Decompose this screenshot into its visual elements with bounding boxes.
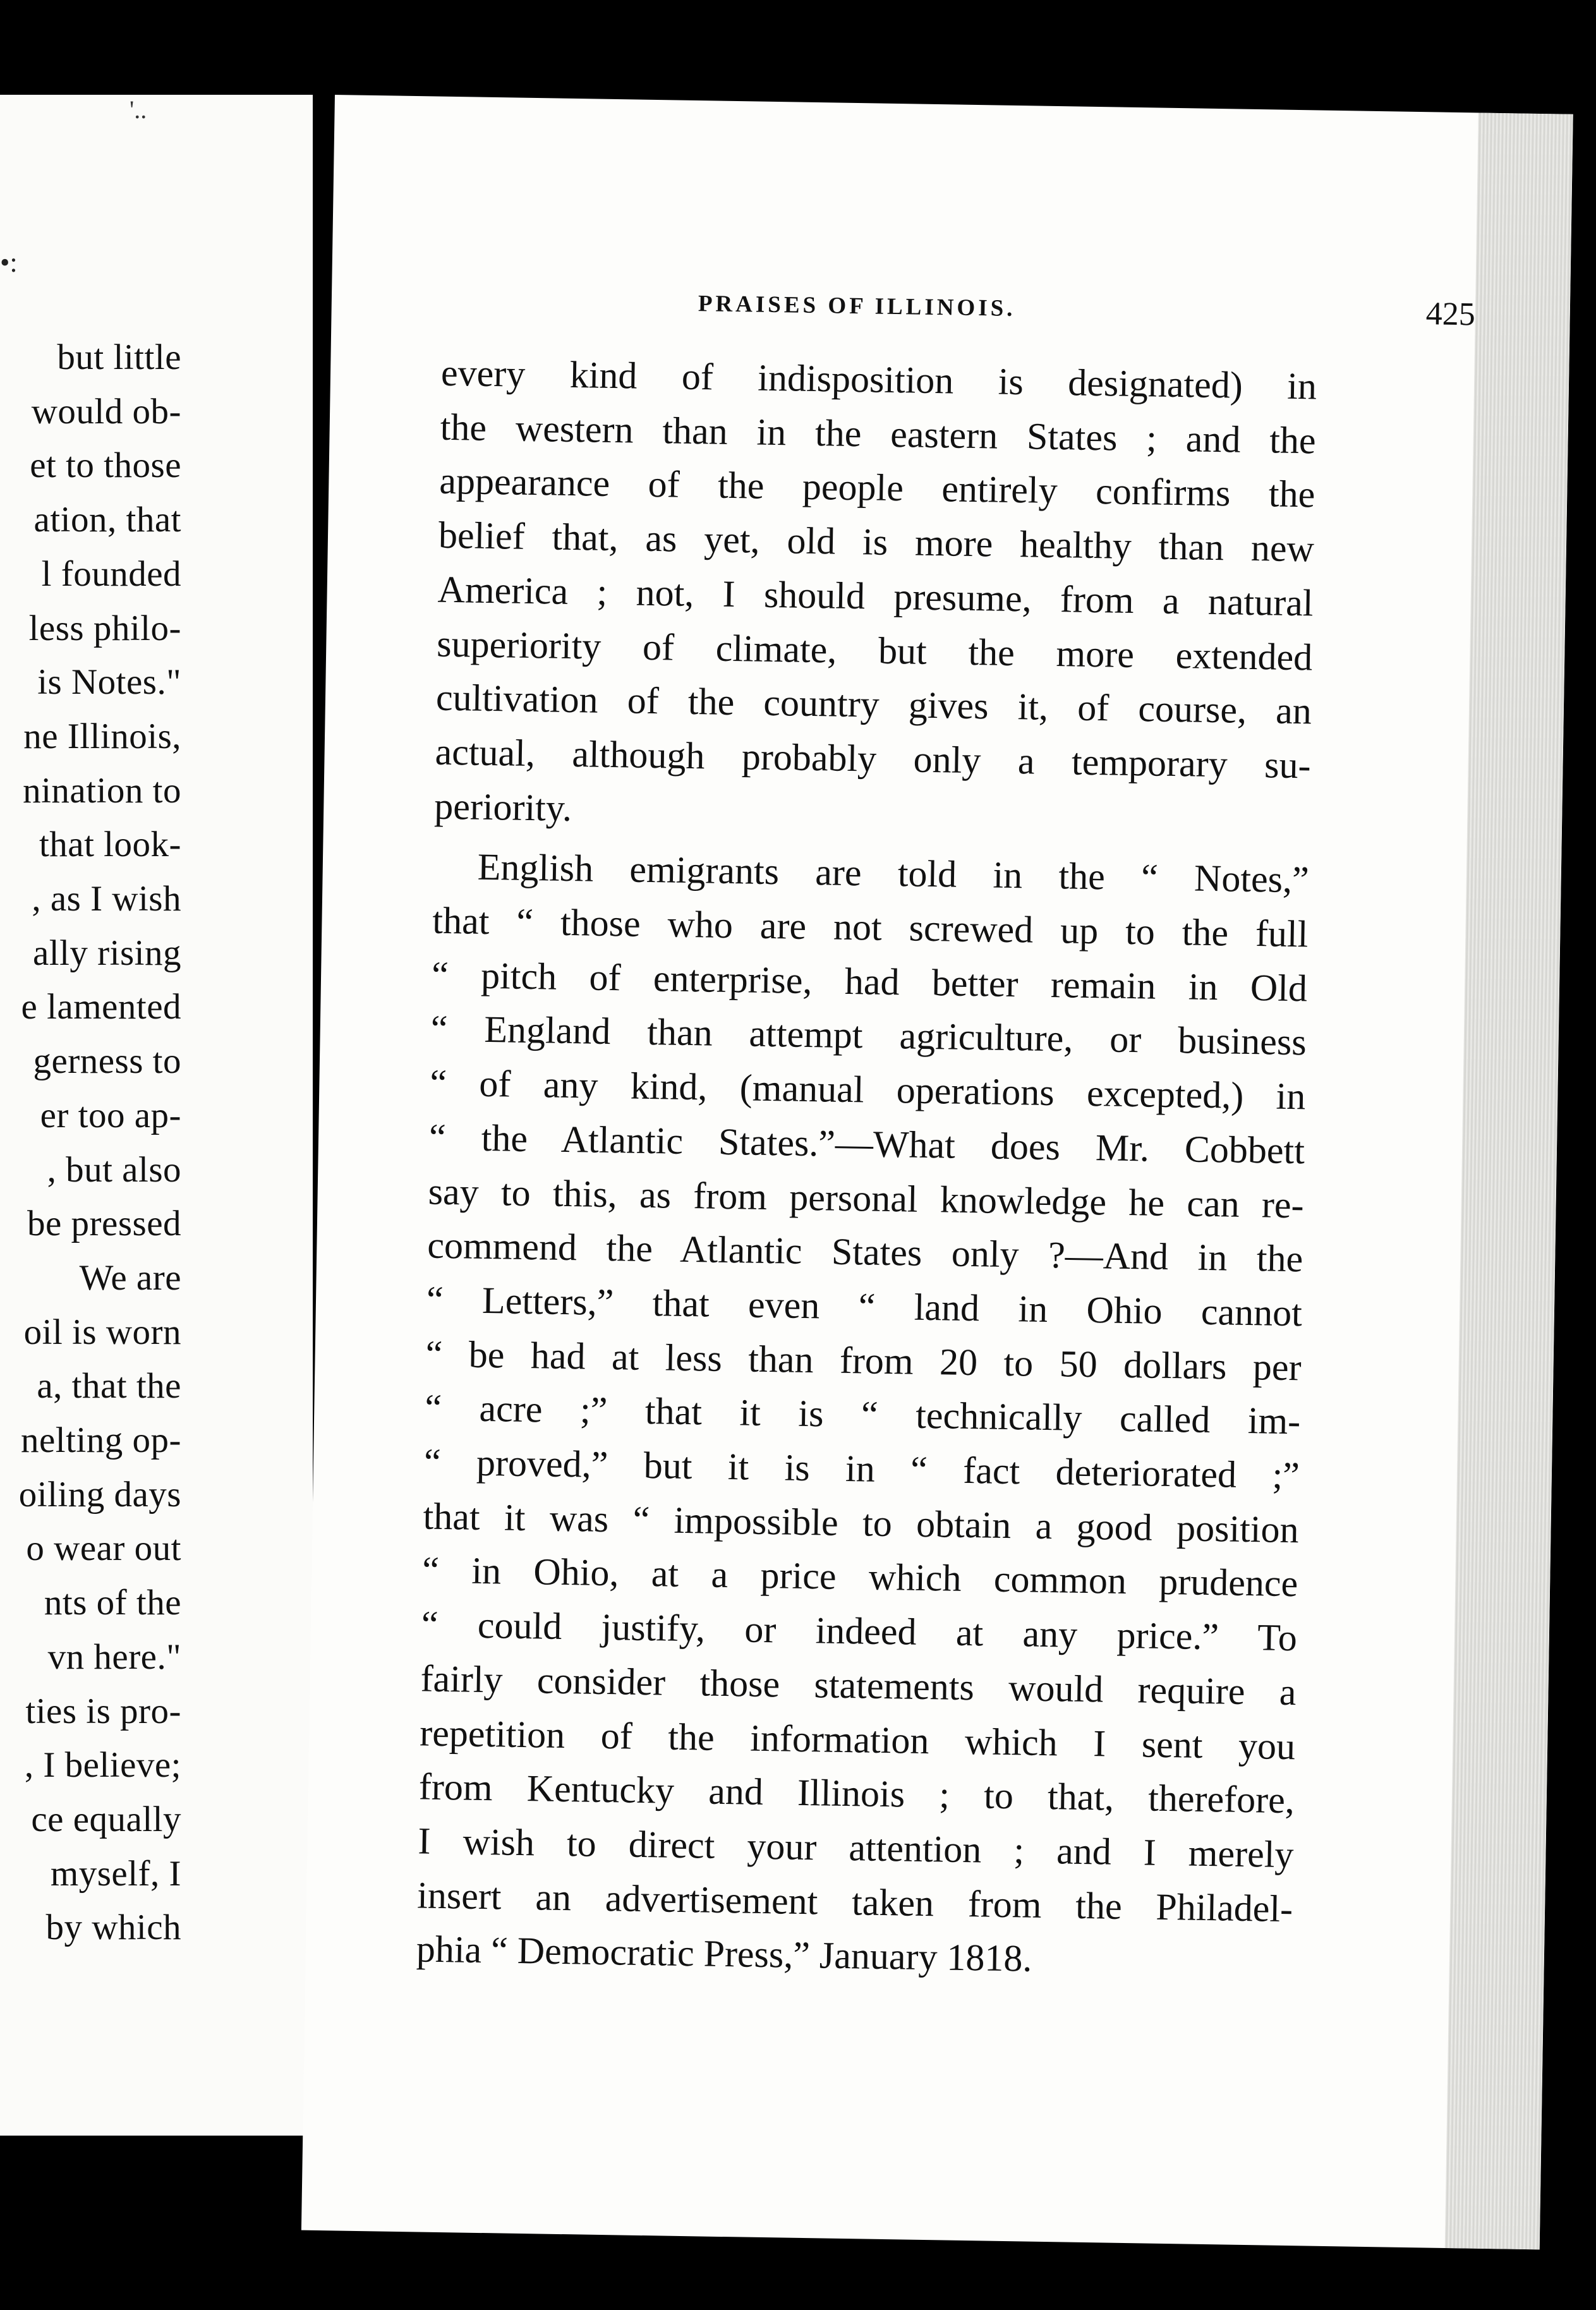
page-header xyxy=(698,284,1475,353)
text-line: phia “ Democratic Press,” January 1818. xyxy=(416,1928,1033,1980)
text-line: superiority of climate, but the more extended xyxy=(436,622,1313,678)
left-line: nelting op- xyxy=(20,1420,181,1461)
body-text xyxy=(416,346,1317,1991)
left-line: We are xyxy=(79,1257,181,1298)
text-line: cultivation of the country gives it, of course, an xyxy=(435,676,1312,732)
left-line: nts of the xyxy=(44,1583,181,1623)
text-line: English emigrants are told in the “ Notes,” xyxy=(477,846,1310,901)
left-line: oil is worn xyxy=(23,1312,181,1352)
text-line: “ acre ;” that it is “ technically called im- xyxy=(424,1386,1301,1442)
text-line: from Kentucky and Illinois ; to that, therefore, xyxy=(418,1765,1295,1822)
left-line: , as I wish xyxy=(32,879,181,919)
left-line: o wear out xyxy=(26,1528,181,1569)
left-line: be pressed xyxy=(27,1204,181,1244)
left-line: by which xyxy=(45,1908,181,1948)
left-page-mark: '.. xyxy=(130,95,147,124)
text-line: that it was “ impossible to obtain a good position xyxy=(423,1495,1300,1551)
left-line: gerness to xyxy=(33,1041,181,1082)
left-line: a, that the xyxy=(37,1366,181,1406)
left-line: oiling days xyxy=(18,1474,181,1515)
left-line: that look- xyxy=(39,825,181,865)
text-line: periority. xyxy=(433,785,572,829)
left-line: is Notes." xyxy=(37,662,181,703)
text-line: say to this, as from personal knowledge he can re- xyxy=(428,1170,1305,1226)
left-line: et to those xyxy=(30,445,181,486)
text-line: “ England than attempt agriculture, or business xyxy=(430,1008,1307,1063)
left-line: e lamented xyxy=(21,987,181,1027)
text-line: “ of any kind, (manual operations excepted,) in xyxy=(429,1061,1306,1118)
text-line: “ be had at less than from 20 to 50 dollars per xyxy=(425,1333,1302,1388)
text-line: appearance of the people entirely confirms the xyxy=(438,460,1315,516)
left-line: l founded xyxy=(41,553,181,594)
page-number: 425 xyxy=(1425,296,1476,333)
text-line: that “ those who are not screwed up to the full xyxy=(432,899,1309,955)
text-line: “ the Atlantic States.”—What does Mr. Cobbett xyxy=(428,1116,1305,1172)
text-line: America ; not, I should presume, from a natural xyxy=(437,568,1314,624)
left-line: ce equally xyxy=(31,1799,181,1839)
text-line: commend the Atlantic States only ?—And in the xyxy=(426,1224,1303,1280)
left-line: less philo- xyxy=(28,608,181,648)
text-line: fairly consider those statements would require a xyxy=(420,1657,1297,1714)
text-line: actual, although probably only a temporary su- xyxy=(435,730,1312,787)
text-line: the western than in the eastern States ; and the xyxy=(440,406,1317,462)
page-edge xyxy=(1445,112,1573,2249)
left-page-mark: •: xyxy=(0,247,18,278)
running-head: PRAISES OF ILLINOIS. xyxy=(698,291,1016,322)
left-line: ne Illinois, xyxy=(23,716,181,756)
text-line: “ Letters,” that even “ land in Ohio cannot xyxy=(426,1278,1303,1334)
left-line: ties is pro- xyxy=(25,1691,181,1731)
left-line: ally rising xyxy=(32,933,181,973)
left-line: vn here." xyxy=(47,1636,181,1677)
left-line: would ob- xyxy=(31,391,181,432)
left-page xyxy=(0,95,313,2136)
left-line: but little xyxy=(57,337,181,377)
left-page-text xyxy=(0,330,181,1955)
left-line: , I believe; xyxy=(24,1745,181,1786)
left-line: , but also xyxy=(47,1149,181,1190)
text-line: belief that, as yet, old is more healthy than new xyxy=(438,514,1315,570)
right-page xyxy=(301,95,1573,2249)
text-line: I wish to direct your attention ; and I merely xyxy=(418,1820,1294,1876)
text-line: every kind of indisposition is designated) in xyxy=(440,351,1317,408)
text-line: “ could justify, or indeed at any price.” To xyxy=(421,1603,1298,1659)
left-line: nination to xyxy=(23,770,181,811)
text-line: repetition of the information which I sent you xyxy=(419,1712,1296,1767)
text-line: “ in Ohio, at a price which common prudence xyxy=(421,1549,1298,1605)
text-line: insert an advertisement taken from the Philadel- xyxy=(416,1874,1293,1930)
text-line: “ pitch of enterprise, had better remain in Old xyxy=(431,953,1308,1010)
left-line: ation, that xyxy=(33,500,181,540)
left-line: er too ap- xyxy=(40,1095,181,1135)
left-line: myself, I xyxy=(50,1853,181,1894)
text-line: “ proved,” but it is in “ fact deteriorated ;” xyxy=(423,1441,1300,1497)
